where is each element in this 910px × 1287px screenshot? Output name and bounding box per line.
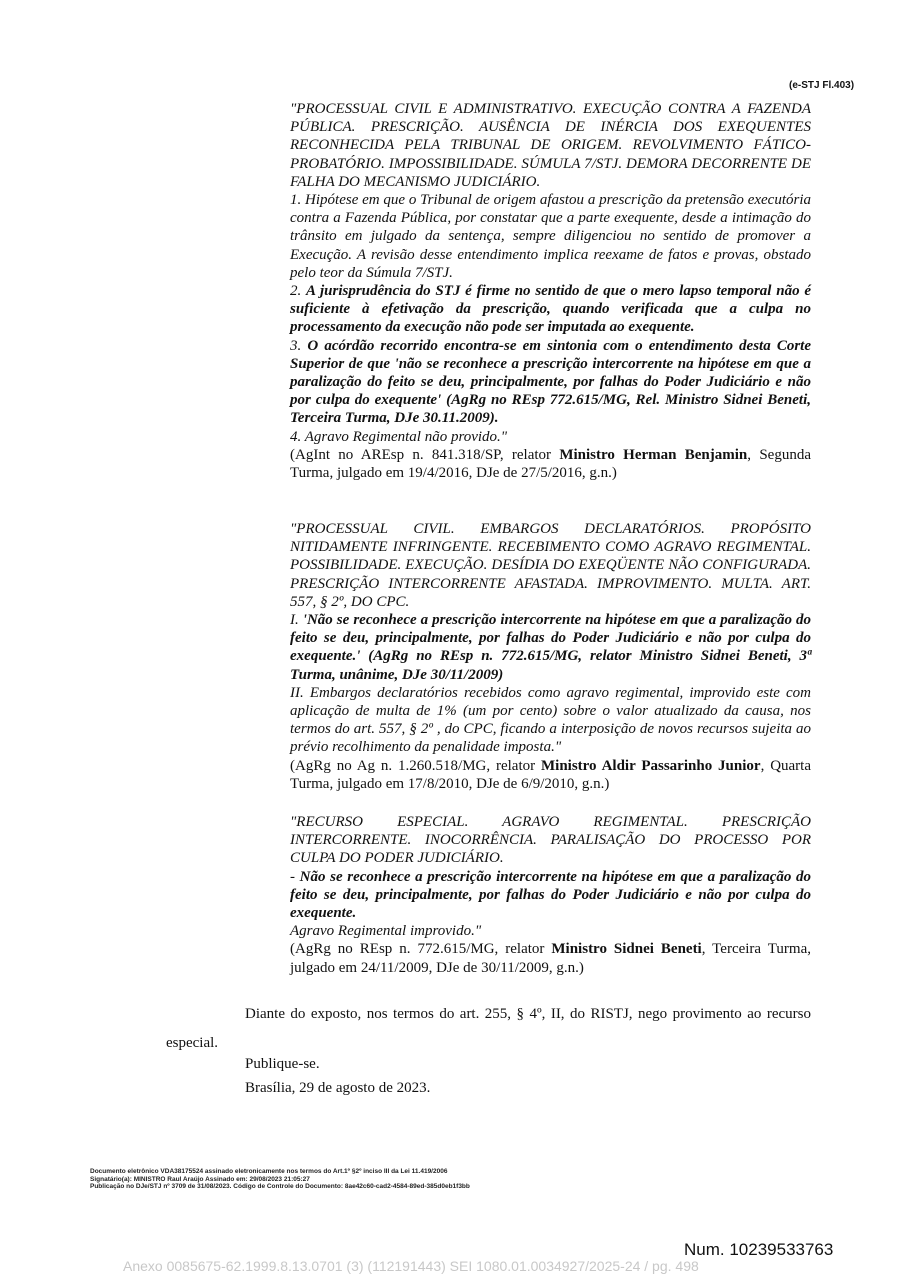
document-number: Num. 10239533763 xyxy=(684,1240,834,1259)
ementa-2-item-2: II. Embargos declaratórios recebidos como agravo regimental, improvido este com aplicação de multa de 1% (um por cento) sobre o valor atualizado da causa, nos termos do art. 557, § 2º , do CPC, ficando a interposição de novos recursos sujeita ao prévio recolhimento da penalidade imposta." xyxy=(290,684,811,756)
ementa-2-item-1: I. 'Não se reconhece a prescrição intercorrente na hipótese em que a paralização do feito se deu, principalmente, por falhas do Poder Judiciário e não por culpa do exequente.' (AgRg no REsp n. 772.615/MG, relator Ministro Sidnei Beneti, 3ª Turma, unânime, DJe 30/11/2009) xyxy=(290,612,811,683)
citation-2: (AgRg no Ag n. 1.260.518/MG, relator Ministro Aldir Passarinho Junior, Quarta Turma, julgado em 17/8/2010, DJe de 6/9/2010, g.n.) xyxy=(290,757,812,792)
ementa-1-item-1: 1. Hipótese em que o Tribunal de origem afastou a prescrição da pretensão executória contra a Fazenda Pública, por constatar que a parte exequente, desde a intimação do trânsito em julgado da sentença, sempre diligenciou no sentido de promover a Execução. A revisão desse entendimento implica reexame de fatos e provas, obstado pelo teor da Súmula 7/STJ. xyxy=(290,192,811,281)
dispositivo-paragraph: Diante do exposto, nos termos do art. 255, § 4º, II, do RISTJ, nego provimento ao recurso especial. xyxy=(166,1006,811,1051)
signature-metadata xyxy=(90,1168,470,1191)
signature-line-1: Documento eletrônico VDA38175524 assinado eletronicamente nos termos do Art.1º §2º inciso III da Lei 11.419/2006 xyxy=(90,1168,448,1175)
ementa-3-item-1: - Não se reconhece a prescrição intercorrente na hipótese em que a paralização do feito se deu, principalmente, por falhas do Poder Judiciário e não por culpa do exequente. xyxy=(290,868,811,922)
place-date: Brasília, 29 de agosto de 2023. xyxy=(245,1080,431,1096)
ementa-1-item-4: 4. Agravo Regimental não provido." xyxy=(290,428,508,445)
annex-reference: Anexo 0085675-62.1999.8.13.0701 (3) (112191443) SEI 1080.01.0034927/2025-24 / pg. 498 xyxy=(123,1258,699,1274)
citation-1: (AgInt no AREsp n. 841.318/SP, relator Ministro Herman Benjamin, Segunda Turma, julgado em 19/4/2016, DJe de 27/5/2016, g.n.) xyxy=(290,446,811,482)
quote-block-2 xyxy=(290,520,811,793)
ementa-3-item-2: Agravo Regimental improvido." xyxy=(290,923,482,940)
quote-block-1 xyxy=(290,100,811,482)
ementa-1: "PROCESSUAL CIVIL E ADMINISTRATIVO. EXECUÇÃO CONTRA A FAZENDA PÚBLICA. PRESCRIÇÃO. AUSÊNCIA DE INÉRCIA DOS EXEQUENTES RECONHECIDA PELA TRIBUNAL DE ORIGEM. REVOLVIMENTO FÁTICO-PROBATÓRIO. IMPOSSIBILIDADE. SÚMULA 7/STJ. DEMORA DECORRENTE DE FALHA DO MECANISMO JUDICIÁRIO. xyxy=(290,101,811,190)
ementa-2: "PROCESSUAL CIVIL. EMBARGOS DECLARATÓRIOS. PROPÓSITO NITIDAMENTE INFRINGENTE. RECEBIMENTO COMO AGRAVO REGIMENTAL. POSSIBILIDADE. EXECUÇÃO. DESÍDIA DO EXEQÜENTE NÃO CONFIGURADA. PRESCRIÇÃO INTERCORRENTE AFASTADA. IMPROVIMENTO. MULTA. ART. 557, § 2º, DO CPC. xyxy=(290,521,811,610)
ementa-3: "RECURSO ESPECIAL. AGRAVO REGIMENTAL. PRESCRIÇÃO INTERCORRENTE. INOCORRÊNCIA. PARALISAÇÃO DO PROCESSO POR CULPA DO PODER JUDICIÁRIO. xyxy=(290,814,811,867)
citation-3: (AgRg no REsp n. 772.615/MG, relator Ministro Sidnei Beneti, Terceira Turma, julgado em 24/11/2009, DJe de 30/11/2009, g.n.) xyxy=(290,941,811,976)
signature-line-2: Signatário(a): MINISTRO Raul Araújo Assinado em: 29/08/2023 21:05:27 xyxy=(90,1175,310,1183)
quote-block-3 xyxy=(290,813,811,977)
signature-line-3: Publicação no DJe/STJ nº 3709 de 31/08/2023. Código de Controle do Documento: 8ae42c60-cad2-4584-89ed-385d0eb1f3bb xyxy=(90,1183,470,1190)
publique-se: Publique-se. xyxy=(245,1056,320,1072)
ementa-1-item-2: 2. A jurisprudência do STJ é firme no sentido de que o mero lapso temporal não é suficiente à efetivação da prescrição, quando verificada que a culpa no processamento da execução não pode ser imputada ao exequente. xyxy=(290,283,812,336)
ementa-1-item-3: 3. O acórdão recorrido encontra-se em sintonia com o entendimento desta Corte Superior de que 'não se reconhece a prescrição intercorrente na hipótese em que a paralização do feito se deu, principalmente, por falhas do Poder Judiciário e não por culpa do exequente' (AgRg no REsp 772.615/MG, Rel. Ministro Sidnei Beneti, Terceira Turma, DJe 30.11.2009). xyxy=(290,337,812,427)
page-stamp: (e-STJ Fl.403) xyxy=(789,80,855,91)
